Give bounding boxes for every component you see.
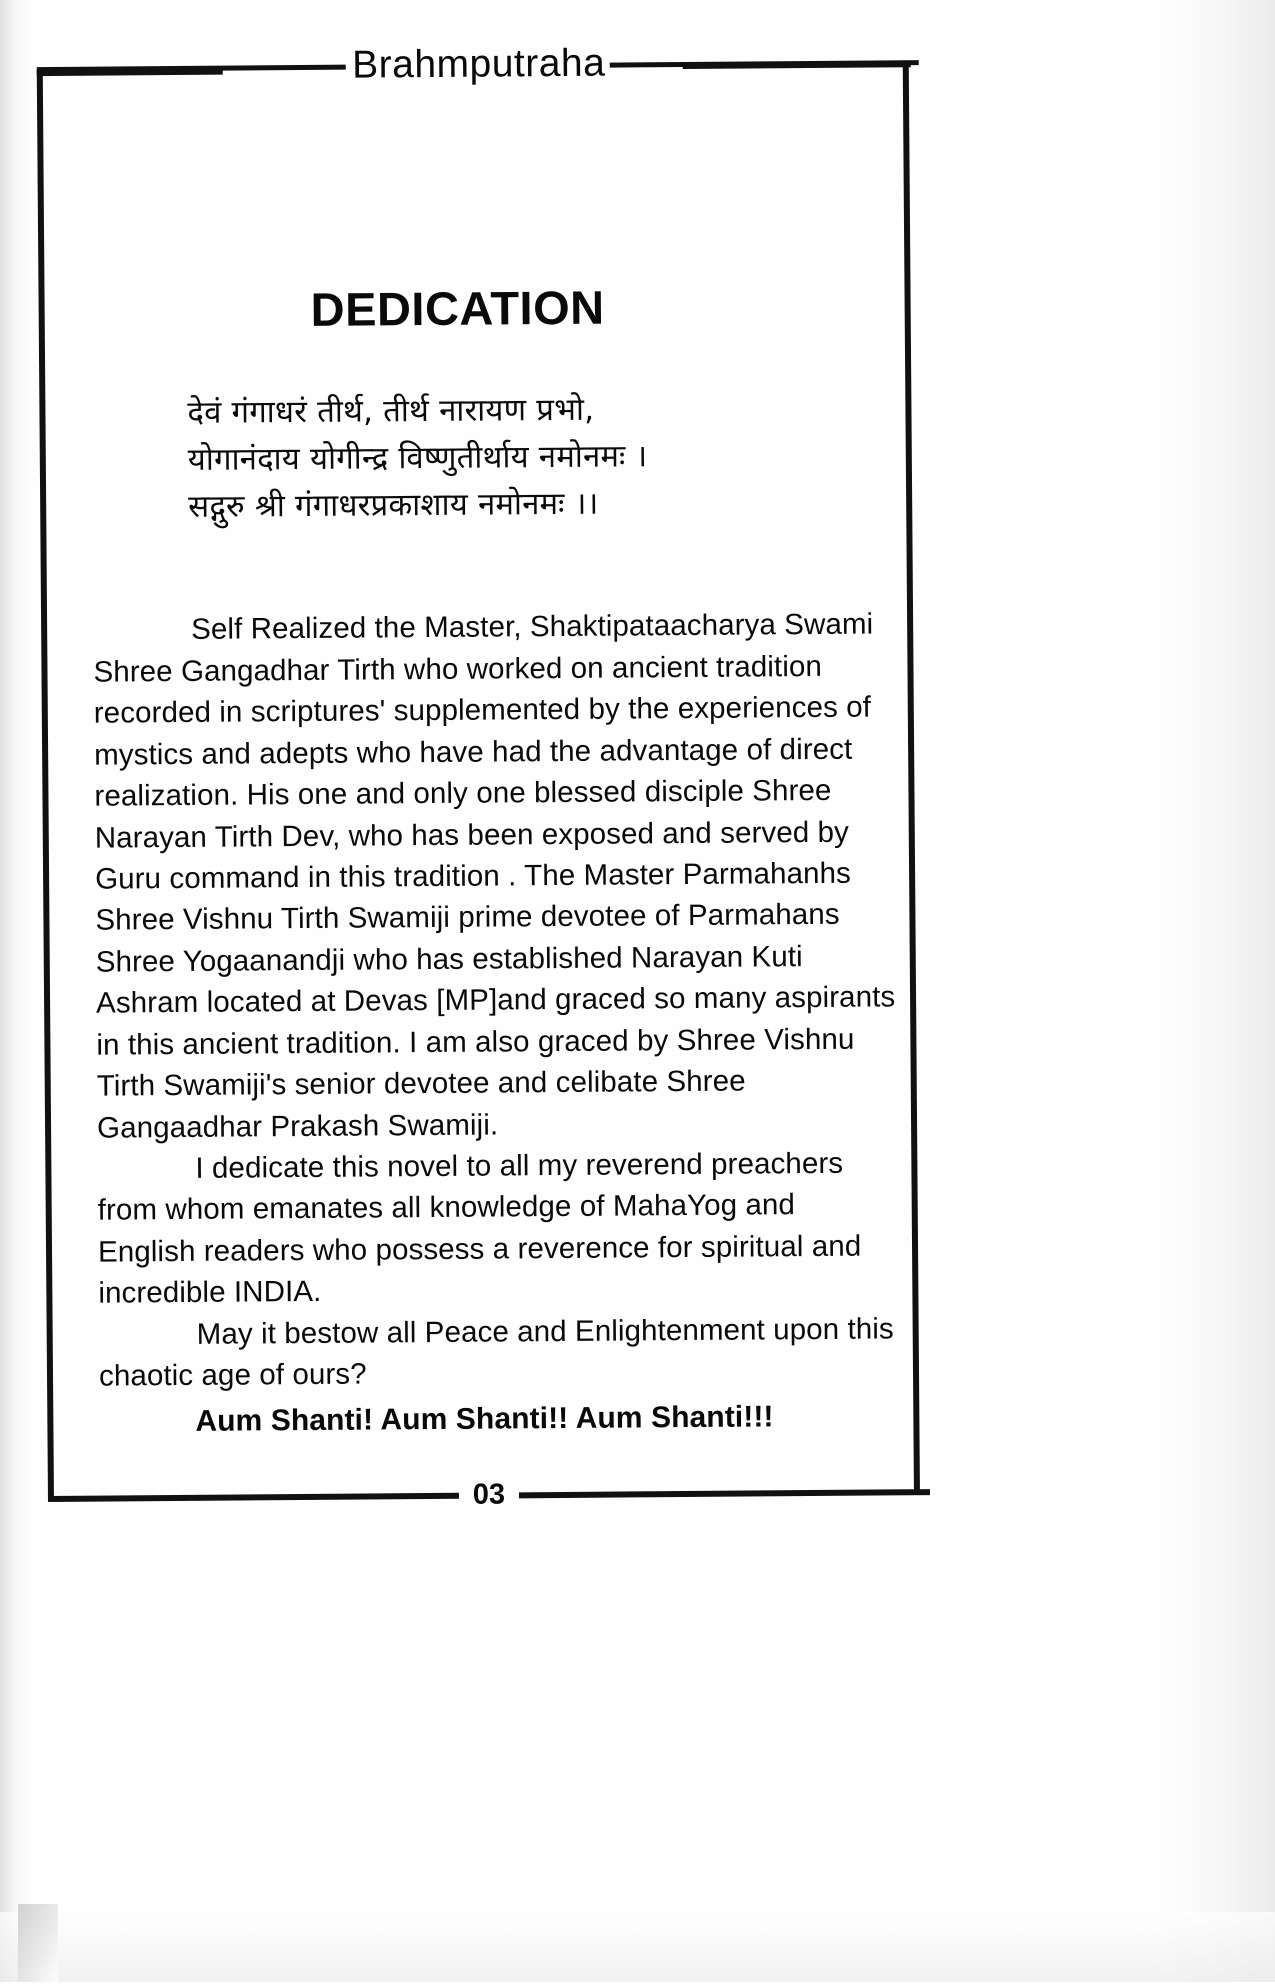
page-content (90, 278, 896, 1444)
body-line: incredible INDIA. (98, 1275, 322, 1310)
footer-rule-right (519, 1489, 930, 1498)
body-line: Narayan Tirth Dev, who has been exposed and served by (94, 815, 850, 855)
sanskrit-verse (91, 385, 872, 532)
body-line: Self Realized the Master, Shaktipataacharya Swami (191, 607, 874, 647)
body-line: Shree Gangadhar Tirth who worked on ancient tradition (93, 649, 823, 689)
body-line: English readers who possess a reverence for spiritual and (97, 1229, 862, 1269)
body-line: Tirth Swamiji's senior devotee and celibate Shree (96, 1064, 746, 1103)
body-line: May it bestow all Peace and Enlightenment upon this (196, 1312, 894, 1351)
running-header-title: Brahmputraha (351, 41, 606, 87)
body-line: Shree Vishnu Tirth Swamiji prime devotee of Parmahans (95, 898, 840, 938)
body-line: Guru command in this tradition . The Master Parmahanhs (94, 856, 852, 896)
body-line: recorded in scriptures' supplemented by the experiences of (93, 690, 872, 730)
body-line: mystics and adepts who have had the advantage of direct (94, 732, 853, 772)
body-line: chaotic age of ours? (98, 1357, 367, 1393)
dedication-body (93, 604, 896, 1444)
body-line: Gangaadhar Prakash Swamiji. (96, 1108, 499, 1145)
verse-line-3: सद्गुरु श्री गंगाधरप्रकाशाय नमोनमः ।। (188, 485, 599, 526)
verse-line-1: देवं गंगाधरं तीर्थ, तीर्थ नारायण प्रभो, (187, 391, 595, 431)
footer-rule-left (48, 1493, 459, 1502)
page-number: 03 (472, 1477, 506, 1511)
body-line: in this ancient tradition. I am also graced by Shree Vishnu (96, 1022, 855, 1062)
body-line: Ashram located at Devas [MP]and graced so many aspirants (95, 980, 896, 1020)
body-line: realization. His one and only one blessed disciple Shree (94, 773, 832, 813)
body-line: I dedicate this novel to all my reverend preachers (195, 1146, 844, 1185)
page-title: DEDICATION (310, 280, 605, 336)
page-footer (48, 1465, 930, 1526)
verse-line-2: योगानंदाय योगीन्द्र विष्णुतीर्थाय नमोनमः । (187, 438, 648, 479)
body-line: Shree Yogaanandji who has established Narayan Kuti (95, 939, 803, 979)
closing-invocation: Aum Shanti! Aum Shanti!! Aum Shanti!!! (195, 1399, 774, 1438)
body-line: from whom emanates all knowledge of MahaYog and (97, 1188, 796, 1228)
